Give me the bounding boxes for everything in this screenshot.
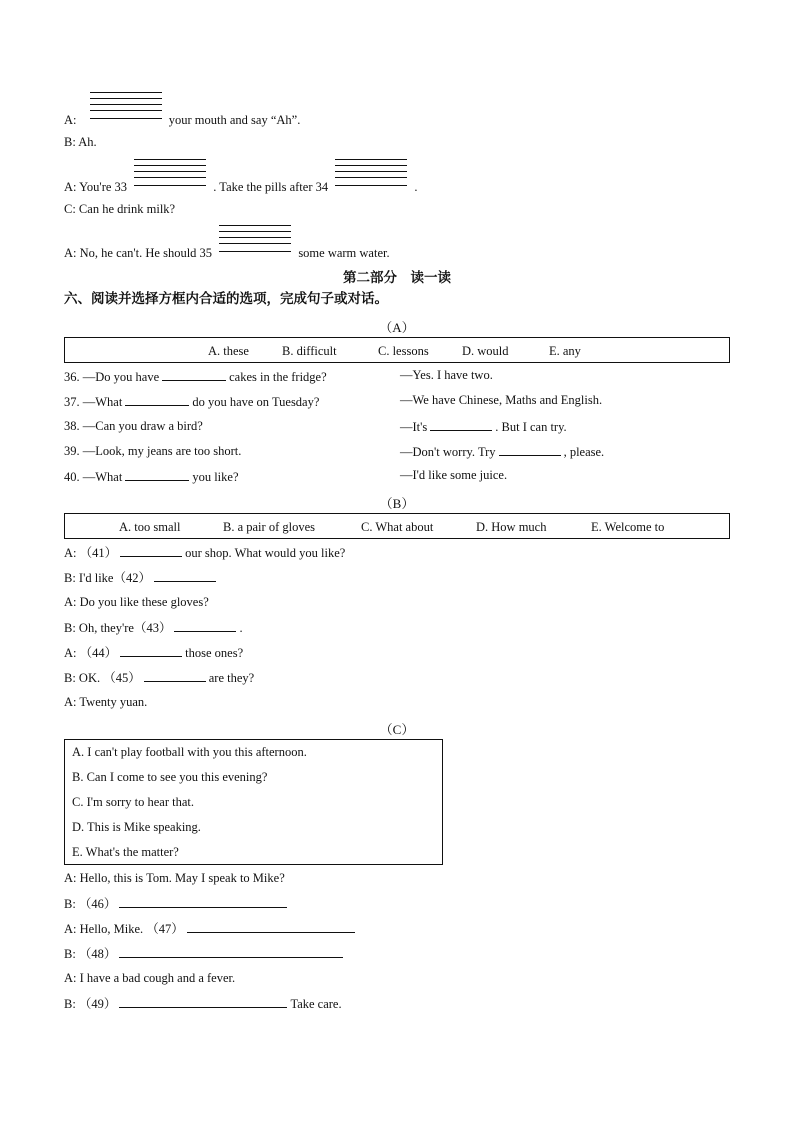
answer-blank — [154, 569, 216, 582]
option-item: E. Welcome to — [591, 520, 665, 534]
option-item: E. any — [549, 344, 581, 358]
option-item: D. This is Mike speaking. — [72, 820, 201, 834]
answer-blank — [144, 669, 206, 682]
answer-blank — [335, 179, 407, 191]
question-37: 37. —What do you have on Tuesday? — [64, 395, 320, 409]
answer-blank — [187, 920, 355, 933]
answer-blank — [119, 895, 287, 908]
group-label-a: （A） — [379, 320, 415, 335]
answer-blank — [125, 468, 189, 481]
answer-blank — [119, 995, 287, 1008]
response-39: —Don't worry. Try , please. — [400, 445, 605, 459]
answer-blank — [120, 644, 182, 657]
section-title: 六、阅读并选择方框内合适的选项，完成句子或对话。 — [64, 291, 388, 307]
dialogue-line: A: Hello, this is Tom. May I speak to Mike? — [64, 871, 285, 885]
dialogue-line: A: Twenty yuan. — [64, 695, 148, 709]
answer-blank — [430, 418, 492, 431]
question-39: 39. —Look, my jeans are too short. — [64, 444, 242, 458]
option-item: D. would — [462, 344, 509, 358]
dialogue-line: B: OK. （45） are they? — [64, 671, 255, 685]
answer-blank — [499, 443, 561, 456]
dialogue-line: A: Hello, Mike. （47） — [64, 920, 358, 937]
option-item: B. Can I come to see you this evening? — [72, 770, 268, 784]
dialogue-line: B: Oh, they're（43） . — [64, 621, 243, 635]
dialogue-line: A: （44） those ones? — [64, 646, 244, 660]
option-item: A. I can't play football with you this afternoon. — [72, 745, 307, 759]
group-label-c: （C） — [379, 722, 415, 737]
dialogue-line: B: （49） Take care. — [64, 997, 342, 1011]
response-36: —Yes. I have two. — [400, 368, 493, 382]
option-box-b — [64, 513, 730, 539]
dialogue-line: B: （46） — [64, 895, 290, 912]
option-item: C. I'm sorry to hear that. — [72, 795, 195, 809]
dialogue-line: A: No, he can't. He should 35 some warm water. — [64, 245, 390, 261]
question-38: 38. —Can you draw a bird? — [64, 419, 203, 433]
option-item: D. How much — [476, 520, 547, 534]
response-38: —It's . But I can try. — [400, 420, 567, 434]
question-40: 40. —What you like? — [64, 470, 239, 484]
dialogue-line: B: Ah. — [64, 135, 97, 149]
option-item: C. lessons — [378, 344, 429, 358]
option-item: B. a pair of gloves — [223, 520, 315, 534]
dialogue-line: A: （41） our shop. What would you like? — [64, 546, 346, 560]
option-item: B. difficult — [282, 344, 337, 358]
answer-blank — [219, 245, 291, 257]
answer-blank — [125, 393, 189, 406]
response-40: —I'd like some juice. — [400, 468, 508, 482]
option-item: C. What about — [361, 520, 434, 534]
dialogue-line: B: （48） — [64, 945, 346, 962]
option-item: A. these — [208, 344, 249, 358]
option-item: A. too small — [119, 520, 181, 534]
response-37: —We have Chinese, Maths and English. — [400, 393, 603, 407]
dialogue-line: A: Do you like these gloves? — [64, 595, 209, 609]
dialogue-line: A: I have a bad cough and a fever. — [64, 971, 236, 985]
dialogue-line: A: You're 33 . Take the pills after 34 . — [64, 179, 418, 195]
dialogue-line: C: Can he drink milk? — [64, 202, 176, 216]
question-36: 36. —Do you have cakes in the fridge? — [64, 370, 327, 384]
answer-blank — [174, 619, 236, 632]
option-box-c — [64, 739, 443, 865]
option-box-a — [64, 337, 730, 363]
answer-blank — [90, 112, 162, 124]
dialogue-line: B: I'd like（42） — [64, 569, 219, 586]
answer-blank — [119, 945, 343, 958]
option-item: E. What's the matter? — [72, 845, 179, 859]
dialogue-line: A: your mouth and say “Ah”. — [64, 112, 300, 128]
answer-blank — [162, 368, 226, 381]
answer-blank — [134, 179, 206, 191]
answer-blank — [120, 544, 182, 557]
part-title: 第二部分 读一读 — [343, 270, 451, 286]
group-label-b: （B） — [379, 496, 415, 511]
